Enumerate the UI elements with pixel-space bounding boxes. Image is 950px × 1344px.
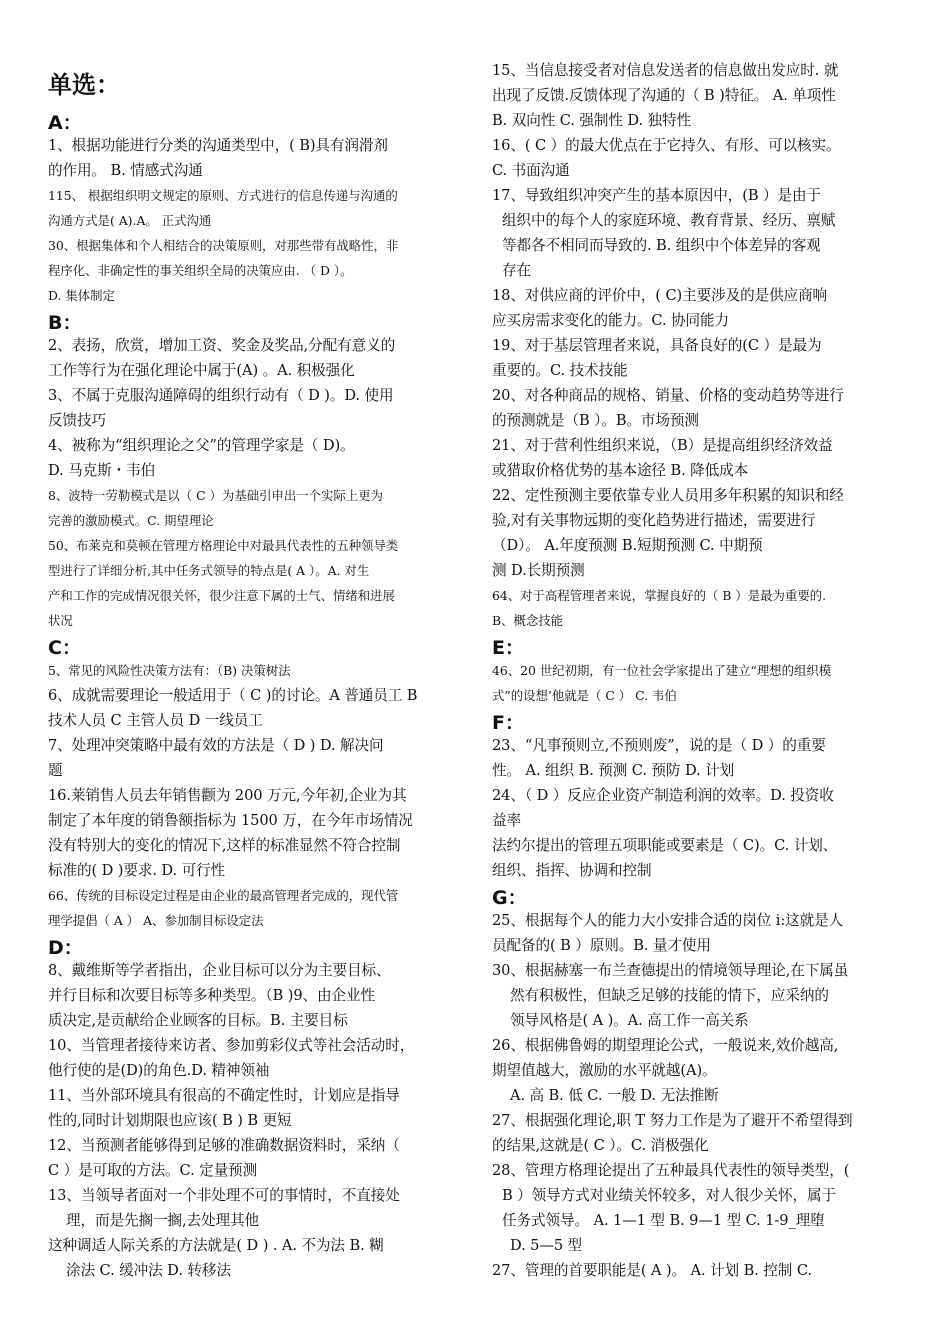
section-heading-f: F：	[492, 712, 524, 734]
question-line: 15、当信息接受者对信息发送者的信息做出发应时. 就	[492, 62, 839, 79]
question-line: 的作用。 B. 情感式沟通	[48, 162, 203, 179]
question-line: B. 双向性 C. 强制性 D. 独特性	[492, 112, 692, 129]
question-line: 益率	[492, 812, 521, 829]
question-line: 18、对供应商的评价中，( C)主要涉及的是供应商响	[492, 287, 828, 304]
question-line: 8、戴维斯等学者指出，企业目标可以分为主要目标、	[48, 962, 391, 979]
question-line: B、概念技能	[492, 613, 564, 628]
page-title: 单选：	[48, 71, 120, 99]
question-line: 程序化、非确定性的事关组织全局的决策应由. （ D ）。	[48, 263, 353, 278]
question-line: 115、 根据组织明文规定的原则、方式进行的信息传递与沟通的	[48, 188, 398, 203]
question-line: 反馈技巧	[48, 412, 106, 429]
section-heading-d: D：	[48, 937, 83, 959]
question-line: 理，而是先搁一搁,去处理其他	[66, 1212, 259, 1229]
question-line: 存在	[502, 262, 531, 279]
question-line: 22、定性预测主要依靠专业人员用多年积累的知识和经	[492, 487, 844, 504]
question-line: 46、20 世纪初期，有一位社会学家提出了建立“理想的组织模	[492, 663, 832, 678]
question-line: 16.莱销售人员去年销售颧为 200 万元,今年初,企业为其	[48, 787, 407, 804]
question-line: 涂法 C. 缓冲法 D. 转移法	[66, 1262, 231, 1279]
question-line: 66、传统的目标设定过程是由企业的最高管理者完成的，现代管	[48, 888, 399, 903]
question-line: 应买房需求变化的能力。C. 协同能力	[492, 312, 730, 329]
question-line: 或猎取价格优势的基本途径 B. 降低成本	[492, 462, 749, 479]
question-line: 他行使的是(D)的角色.D. 精神领袖	[48, 1062, 270, 1079]
question-line: 8、波特一劳勒模式是以（ C ）为基础引申出一个实际上更为	[48, 488, 384, 503]
question-line: 27、根据强化理论,职 T 努力工作是为了避开不希望得到	[492, 1112, 853, 1129]
question-line: 制定了本年度的销鲁额指标为 1500 万，在今年市场情况	[48, 812, 413, 829]
question-line: 沟通方式是( A).A。 正式沟通	[48, 213, 212, 228]
question-line: 领导风格是( A )。A. 高工作一高关系	[510, 1012, 749, 1029]
question-line: 产和工作的完成情况很关怀，很少注意下属的士气、情绪和进展	[48, 588, 395, 603]
question-line: D. 5—5 型	[510, 1237, 583, 1254]
question-line: 30、根据赫塞一布兰查德提出的情境领导理论,在下属虽	[492, 962, 849, 979]
question-line: 状况	[48, 613, 73, 628]
question-line: 1、根据功能进行分类的沟通类型中，( B)具有润滑剂	[48, 137, 388, 154]
question-line: 题	[48, 762, 63, 779]
question-line: 30、根据集体和个人相结合的决策原则，对那些带有战略性，非	[48, 238, 399, 253]
question-line: 没有特别大的变化的情况下,这样的标准显然不符合控制	[48, 837, 401, 854]
question-line: 6、成就需要理论一般适用于（ C )的讨论。A 普通员工 B	[48, 687, 418, 704]
question-line: 28、管理方格理论提出了五种最具代表性的领导类型，(	[492, 1162, 850, 1179]
question-line: 50、布莱克和莫顿在管理方格理论中对最具代表性的五种领导类	[48, 538, 399, 553]
question-line: 11、当外部环境具有很高的不确定性时，计划应是指导	[48, 1087, 400, 1104]
question-line: 24、（ D ）反应企业资产制造利润的效率。D. 投资收	[492, 787, 834, 804]
question-line: 法约尔提出的管理五项职能或要素是（ C)。C. 计划、	[492, 837, 838, 854]
question-line: 式”的设想’他就是（ C ） C. 韦伯	[492, 688, 677, 703]
question-line: （D）。 A.年度预测 B.短期预测 C. 中期预	[492, 537, 763, 554]
section-heading-a: A：	[48, 112, 82, 134]
question-line: 型进行了详细分析,其中任务式领导的特点是( A ）。A. 对生	[48, 563, 370, 578]
question-line: 性。 A. 组织 B. 预测 C. 预防 D. 计划	[492, 762, 735, 779]
question-line: 质决定,是贡献给企业顾客的目标。B. 主要目标	[48, 1012, 348, 1029]
question-line: 这种调适人际关系的方法就是( D ) . A. 不为法 B. 糊	[48, 1237, 384, 1254]
question-line: 的结果,这就是( C ）。C. 消极强化	[492, 1137, 709, 1154]
question-line: 25、根据每个人的能力大小安排合适的岗位 i:这就是人	[492, 912, 844, 929]
question-line: 等都各不相同而导致的. B. 组织中个体差异的客观	[502, 237, 821, 254]
question-line: 21、对于营利性组织来说，（B）是提高组织经济效益	[492, 437, 833, 454]
question-line: 13、当领导者面对一个非处理不可的事情时，不直接处	[48, 1187, 400, 1204]
question-line: 出现了反馈.反馈体现了沟通的（ B )特征。 A. 单项性	[492, 87, 836, 104]
question-line: 3、不属于克服沟通障碍的组织行动有（ D )。D. 使用	[48, 387, 394, 404]
question-line: 26、根据佛鲁姆的期望理论公式，一般说来,效价越高,	[492, 1037, 839, 1054]
question-line: C ）是可取的方法。C. 定量预测	[48, 1162, 258, 1179]
question-line: 的预测就是（B ）。B。市场预测	[492, 412, 699, 429]
question-line: 17、导致组织冲突产生的基本原因中，(B ）是由于	[492, 187, 822, 204]
question-line: 任务式领导。 A. 1—1 型 B. 9—1 型 C. 1-9_理堕	[502, 1212, 825, 1229]
section-heading-b: B：	[48, 312, 82, 334]
question-line: 技术人员 C 主管人员 D 一线员工	[48, 712, 263, 729]
question-line: 12、当预测者能够得到足够的准确数据资料时，采纳（	[48, 1137, 400, 1154]
question-line: 工作等行为在强化理论中属于(A) 。A. 积极强化	[48, 362, 355, 379]
question-line: 10、当管理者接待来访者、参加剪彩仪式等社会活动时，	[48, 1037, 415, 1054]
question-line: 性的,同时计划期限也应该( B ) B 更短	[48, 1112, 292, 1129]
question-line: D. 马克斯・韦伯	[48, 462, 156, 479]
question-line: 19、对于基层管理者来说，具备良好的(C ）是最为	[492, 337, 822, 354]
question-line: 2、表扬，欣赏，增加工资、奖金及奖品,分配有意义的	[48, 337, 396, 354]
question-line: 组织中的每个人的家庭环境、教育背景、经历、禀赋	[502, 212, 836, 229]
question-line: 理学提倡（ A ） A、参加制目标设定法	[48, 913, 264, 928]
section-heading-c: C：	[48, 637, 81, 659]
question-line: 4、被称为“组织理论之父”的管理学家是（ D)。	[48, 437, 355, 454]
question-line: 期望值越大，激励的水平就越(A)。	[492, 1062, 717, 1079]
question-line: 5、常见的风险性决策方法有：（B) 决策树法	[48, 663, 291, 678]
question-line: 员配备的( B ）原则。B. 量才使用	[492, 937, 711, 954]
question-line: 测 D.长期预测	[492, 562, 585, 579]
question-line: 7、处理冲突策略中最有效的方法是（ D ) D. 解决问	[48, 737, 384, 754]
question-line: 然有积极性，但缺乏足够的技能的情下，应采纳的	[510, 987, 829, 1004]
section-heading-e: E：	[492, 637, 524, 659]
question-line: C. 书面沟通	[492, 162, 570, 179]
question-line: 20、对各种商品的规格、销量、价格的变动趋势等进行	[492, 387, 844, 404]
question-line: 64、对于高程管理者来说，掌握良好的（ B ）是最为重要的.	[492, 588, 827, 603]
question-line: 标准的( D )要求. D. 可行性	[48, 862, 226, 879]
question-line: 并行目标和次要目标等多种类型。（B )9、由企业性	[48, 987, 376, 1004]
question-line: 23、“凡事预则立,不预则废”，说的是（ D ）的重要	[492, 737, 826, 754]
question-line: 组织、指挥、协调和控制	[492, 862, 652, 879]
section-heading-g: G：	[492, 887, 527, 909]
question-line: 27、管理的首要职能是( A )。 A. 计划 B. 控制 C.	[492, 1262, 812, 1279]
question-line: A. 高 B. 低 C. 一般 D. 无法推断	[510, 1087, 719, 1104]
question-line: 验,对有关事物远期的变化趋势进行描述，需要进行	[492, 512, 816, 529]
question-line: 重要的。C. 技术技能	[492, 362, 628, 379]
question-line: B ）领导方式对业绩关怀较多，对人很少关怀，属于	[502, 1187, 837, 1204]
question-line: D. 集体制定	[48, 288, 115, 303]
question-line: 16、( C ）的最大优点在于它持久、有形、可以核实。	[492, 137, 841, 154]
question-line: 完善的激励模式。C. 期望理论	[48, 513, 214, 528]
